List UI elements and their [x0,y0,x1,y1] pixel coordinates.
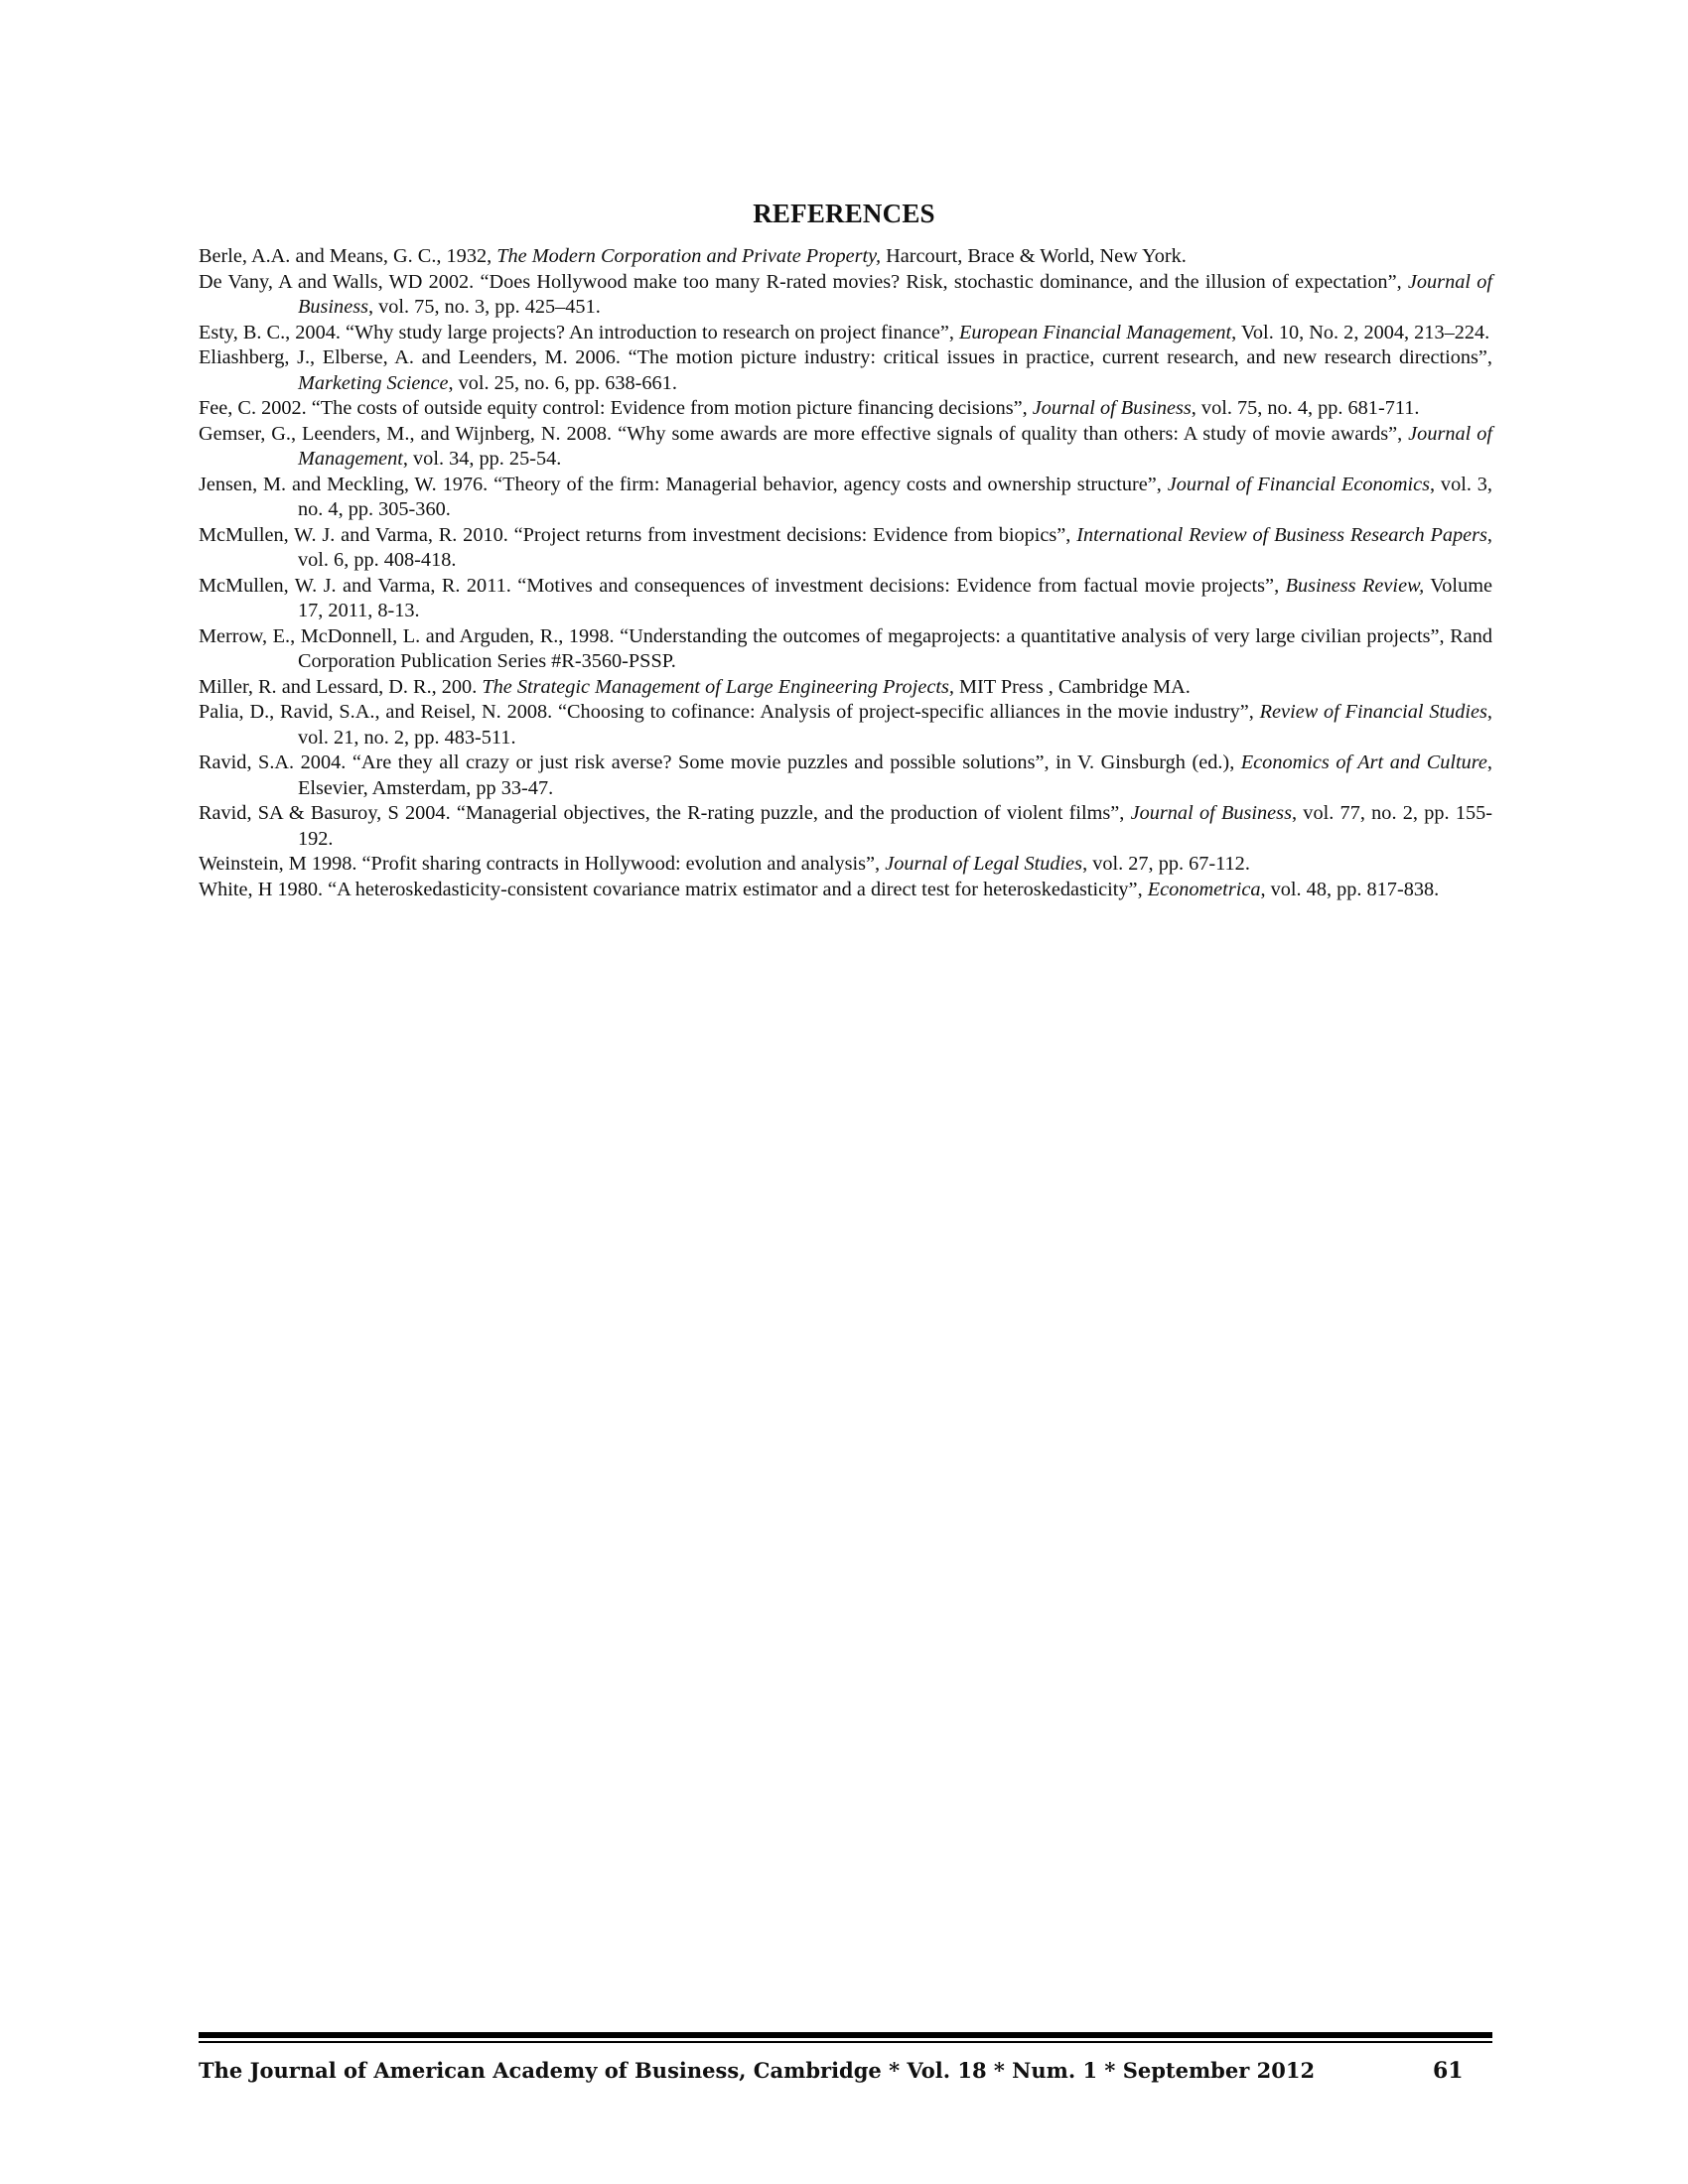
reference-details: , Vol. 10, No. 2, 2004, 213–224. [1231,321,1490,343]
reference-text: Esty, B. C., 2004. “Why study large projects? An introduction to research on project finance”, [199,321,959,343]
reference-item [199,751,1492,801]
reference-list [199,244,1492,902]
reference-source: Journal of Financial Economics [1167,473,1430,495]
reference-text: McMullen, W. J. and Varma, R. 2010. “Project returns from investment decisions: Evidence from biopics”, [199,523,1077,546]
reference-item [199,473,1492,523]
journal-footer: The Journal of American Academy of Business, Cambridge * Vol. 18 * Num. 1 * September 2012 [199,2058,1316,2083]
reference-details: , vol. 27, pp. 67-112. [1082,853,1250,875]
reference-source: Journal of Legal Studies [885,853,1083,875]
reference-item [199,878,1492,903]
reference-source: European Financial Management [958,321,1232,343]
reference-item [199,244,1492,270]
reference-text: Gemser, G., Leenders, M., and Wijnberg, N. 2008. “Why some awards are more effective signals of quality than others: A study of movie awards”, [199,422,1409,445]
reference-details: Harcourt, Brace & World, New York. [881,245,1187,267]
reference-item [199,345,1492,396]
reference-source: The Modern Corporation and Private Property, [496,245,882,267]
reference-item [199,574,1492,624]
reference-item [199,700,1492,751]
reference-item [199,852,1492,878]
reference-details: , vol. 34, pp. 25-54. [402,448,562,470]
reference-text: Berle, A.A. and Means, G. C., 1932, [199,245,497,267]
reference-details: , vol. 21, no. 2, pp. 483-511. [298,701,1492,749]
reference-source: Journal of Management [298,422,1492,470]
footer-rule-thick [199,2032,1492,2038]
reference-item [199,675,1492,701]
page-title: REFERENCES [753,199,935,228]
reference-details: , vol. 75, no. 4, pp. 681-711. [1191,397,1420,419]
reference-source: International Review of Business Research Papers [1076,523,1487,546]
reference-details: , vol. 48, pp. 817-838. [1260,878,1440,900]
reference-text: Merrow, E., McDonnell, L. and Arguden, R., 1998. “Understanding the outcomes of megaprojects: a quantitative analysis of very large civilian projects”, Rand Corporation Publication Series #R-3560-PSSP. [199,624,1492,672]
reference-item [199,801,1492,852]
reference-source: Marketing Science [298,371,449,394]
reference-item [199,321,1492,346]
reference-details: , vol. 6, pp. 408-418. [298,523,1492,571]
reference-text: Eliashberg, J., Elberse, A. and Leenders, M. 2006. “The motion picture industry: critical issues in practice, current research, and new research directions”, [199,346,1492,368]
reference-details: , vol. 75, no. 3, pp. 425–451. [367,296,601,318]
reference-text: De Vany, A and Walls, WD 2002. “Does Hollywood make too many R-rated movies? Risk, stochastic dominance, and the illusion of expectation”, [199,270,1408,293]
reference-details: , vol. 77, no. 2, pp. 155-192. [298,802,1493,850]
reference-text: Ravid, S.A. 2004. “Are they all crazy or just risk averse? Some movie puzzles and possible solutions”, in V. Ginsburgh (ed.), [199,751,1241,773]
reference-details: , Elsevier, Amsterdam, pp 33-47. [298,751,1492,799]
reference-source: Business Review, [1285,574,1425,597]
reference-text: Weinstein, M 1998. “Profit sharing contracts in Hollywood: evolution and analysis”, [199,853,886,875]
reference-source: Journal of Business [1130,802,1292,824]
reference-source: Journal of Business [1032,397,1192,419]
reference-text: Miller, R. and Lessard, D. R., 200. [199,675,483,698]
reference-text: McMullen, W. J. and Varma, R. 2011. “Motives and consequences of investment decisions: Evidence from factual movie projects”, [199,574,1286,597]
reference-item [199,270,1492,321]
reference-text: Palia, D., Ravid, S.A., and Reisel, N. 2008. “Choosing to cofinance: Analysis of project-specific alliances in the movie industry”, [199,701,1260,723]
reference-text: Jensen, M. and Meckling, W. 1976. “Theory of the firm: Managerial behavior, agency costs and ownership structure”, [199,473,1168,495]
reference-text: Fee, C. 2002. “The costs of outside equity control: Evidence from motion picture financing decisions”, [199,397,1033,419]
reference-text: Ravid, SA & Basuroy, S 2004. “Managerial objectives, the R-rating puzzle, and the production of violent films”, [199,802,1131,824]
reference-item [199,396,1492,422]
reference-text: White, H 1980. “A heteroskedasticity-consistent covariance matrix estimator and a direct test for heteroskedasticity”, [199,878,1148,900]
reference-source: Econometrica [1147,878,1261,900]
page-number: 61 [1433,2058,1464,2084]
reference-details: , vol. 25, no. 6, pp. 638-661. [448,371,677,394]
footer-rule-thin [199,2041,1492,2043]
reference-details: , vol. 3, no. 4, pp. 305-360. [298,473,1492,520]
reference-source: Review of Financial Studies [1259,701,1487,723]
reference-source: Economics of Art and Culture [1240,751,1487,773]
reference-details: MIT Press , Cambridge MA. [953,675,1191,698]
reference-details: Volume 17, 2011, 8-13. [298,574,1492,621]
reference-item [199,624,1492,675]
reference-item [199,422,1492,473]
reference-source: The Strategic Management of Large Engineering Projects, [482,675,954,698]
reference-item [199,523,1492,574]
reference-source: Journal of Business [298,270,1492,318]
